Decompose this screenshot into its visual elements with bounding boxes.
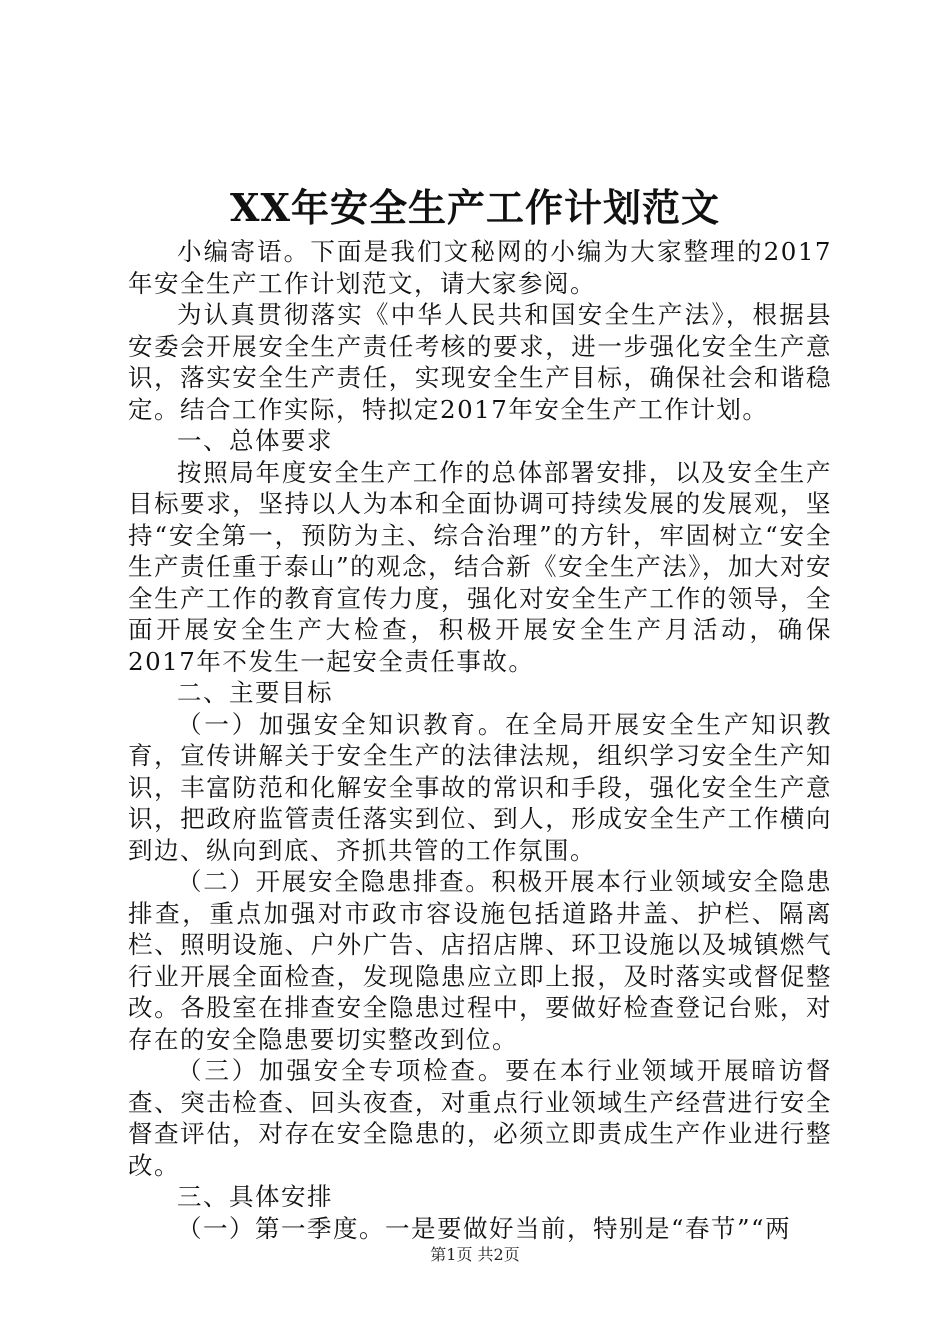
arrangement-paragraph-1: （一）第一季度。一是要做好当前，特别是“春节”“两 xyxy=(177,1213,792,1243)
purpose-paragraph: 为认真贯彻落实《中华人民共和国安全生产法》，根据县安委会开展安全生产责任考核的要求，进一步强化安全生产意识，落实安全生产责任，实现安全生产目标，确保社会和谐稳定。结合工作实际，特拟定2017年安全生产工作计划。 xyxy=(128,300,832,424)
goal-paragraph-3: （三）加强安全专项检查。要在本行业领域开展暗访督查、突击检查、回头夜查，对重点行业领域生产经营进行安全督查评估，对存在安全隐患的，必须立即责成生产作业进行整改。 xyxy=(128,1056,832,1180)
section-heading-general: 一、总体要求 xyxy=(177,426,333,455)
section-heading-goals: 二、主要目标 xyxy=(177,678,333,707)
page-footer: 第1页 共2页 xyxy=(430,1245,520,1264)
goal-paragraph-1: （一）加强安全知识教育。在全局开展安全生产知识教育，宣传讲解关于安全生产的法律法规，组织学习安全生产知识，丰富防范和化解安全事故的常识和手段，强化安全生产意识，把政府监管责任落实到位、到人，形成安全生产工作横向到边、纵向到底、齐抓共管的工作氛围。 xyxy=(128,709,832,865)
intro-paragraph: 小编寄语。下面是我们文秘网的小编为大家整理的2017年安全生产工作计划范文，请大家参阅。 xyxy=(128,237,832,298)
document-title: XX年安全生产工作计划范文 xyxy=(230,185,720,230)
general-requirements-paragraph: 按照局年度安全生产工作的总体部署安排，以及安全生产目标要求，坚持以人为本和全面协调可持续发展的发展观，坚持“安全第一，预防为主、综合治理”的方针，牢固树立“安全生产责任重于泰山”的观念，结合新《安全生产法》，加大对安全生产工作的教育宣传力度，强化对安全生产工作的领导，全面开展安全生产大检查，积极开展安全生产月活动，确保2017年不发生一起安全责任事故。 xyxy=(128,457,832,676)
document-body xyxy=(128,236,832,1244)
goal-paragraph-2: （二）开展安全隐患排查。积极开展本行业领域安全隐患排查，重点加强对市政市容设施包括道路井盖、护栏、隔离栏、照明设施、户外广告、店招店牌、环卫设施以及城镇燃气行业开展全面检查，发现隐患应立即上报，及时落实或督促整改。各股室在排查安全隐患过程中，要做好检查登记台账，对存在的安全隐患要切实整改到位。 xyxy=(128,867,832,1054)
section-heading-arrangements: 三、具体安排 xyxy=(177,1182,333,1211)
